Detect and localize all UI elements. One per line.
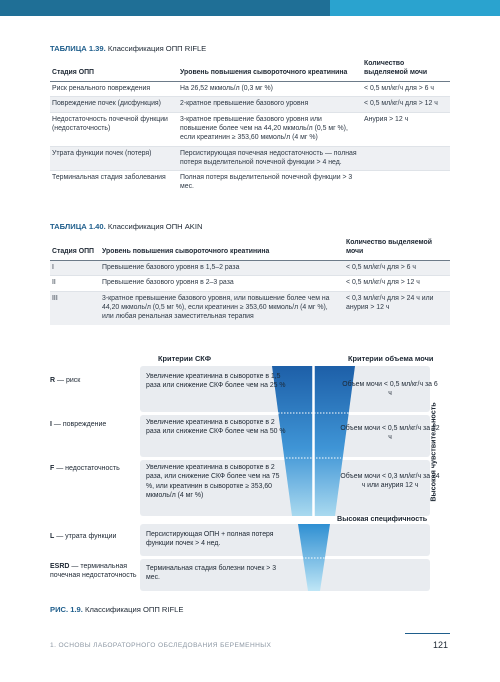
table-cell: < 0,5 мл/кг/ч для > 12 ч (362, 97, 450, 113)
table-139-header-creatinine: Уровень повышения сывороточного креатинина (178, 57, 362, 81)
table-cell: < 0,5 мл/кг/ч для > 6 ч (344, 260, 450, 276)
table-cell: Недостаточность почечной функции (недостаточность) (50, 113, 178, 146)
table-cell: II (50, 276, 100, 292)
table-cell: 3-кратное превышение базового уровня, или повышение более чем на 44,20 мкмоль/л (0,5 мг %), если креатинин ≥ 353,60 мкмоль/л (4 мг %), или любая ренальная заместительная терапия (100, 292, 344, 325)
table-cell: Терминальная стадия заболевания (52, 174, 166, 182)
stage-r-urine: Объем мочи < 0,5 мл/кг/ч за 6 ч (342, 381, 438, 398)
stage-esrd-criteria: Терминальная стадия болезни почек > 3 мес. (146, 565, 277, 582)
gfr-criteria-header: Критерии СКФ (158, 354, 212, 363)
stage-esrd-label (50, 562, 138, 581)
top-color-bar (0, 0, 500, 16)
table-140 (50, 236, 450, 325)
table-cell: 2-кратное превышение базового уровня (178, 97, 362, 113)
table-row (50, 97, 450, 113)
table-139 (50, 57, 450, 195)
stage-esrd-abbr: ESRD (50, 563, 70, 570)
table-140-number: ТАБЛИЦА 1.40. (50, 222, 106, 231)
stage-l-criteria: Персистирующая ОПН + полная потеря функции почек > 4 нед. (146, 531, 274, 548)
table-139-number: ТАБЛИЦА 1.39. (50, 44, 106, 53)
stage-i-abbr: I (50, 421, 52, 428)
table-cell: Полная потеря выделительной почечной функции > 3 мес. (180, 174, 353, 191)
footer-rule (405, 633, 450, 634)
stage-l-abbr: L (50, 533, 55, 540)
table-140-header-row (50, 236, 450, 260)
table-row (50, 276, 450, 292)
rifle-figure (50, 352, 450, 597)
table-row (50, 113, 450, 146)
page-number: 121 (433, 640, 449, 650)
figure-number: РИС. 1.9. (50, 605, 83, 614)
figure-title: Классификация ОПП RIFLE (85, 605, 184, 614)
footer-chapter: 1. ОСНОВЫ ЛАБОРАТОРНОГО ОБСЛЕДОВАНИЯ БЕРЕМЕННЫХ (50, 642, 272, 649)
table-139-title: Классификация ОПП RIFLE (107, 44, 207, 53)
stage-f-abbr: F (50, 465, 55, 472)
table-cell (362, 146, 450, 171)
table-cell: Утрата функции почек (потеря) (50, 146, 178, 171)
table-cell: III (50, 292, 100, 325)
table-cell: На 26,52 мкмоль/л (0,3 мг %) (178, 81, 362, 97)
stage-f-name: — недостаточность (56, 465, 120, 472)
table-cell: Превышение базового уровня в 2–3 раза (100, 276, 344, 292)
urine-criteria-header: Критерии объема мочи (348, 354, 434, 363)
table-cell: Персистирующая почечная недостаточность — полная потеря выделительной почечной функции > 4 нед. (178, 146, 362, 171)
stage-f-criteria: Увеличение креатинина в сыворотке в 2 раза, или снижение СКФ более чем на 75 %, или креатинин в сыворотке ≥ 353,60 мкмоль/л (4 мг %) (146, 464, 280, 499)
table-row (50, 292, 450, 325)
stage-r-label (50, 376, 80, 385)
table-cell (362, 171, 450, 195)
high-sensitivity-label: Высокая чувствительность (428, 402, 438, 502)
table-139-header-urine: Количество выделяемой мочи (362, 57, 450, 81)
table-row (50, 260, 450, 276)
stage-i-urine: Объем мочи < 0,5 мл/кг/ч за 12 ч (340, 425, 440, 442)
table-140-header-urine: Количество выделяемой мочи (344, 236, 450, 260)
stage-i-name: — повреждение (53, 421, 107, 428)
table-row (50, 146, 450, 171)
table-row (50, 81, 450, 97)
table-cell: Риск ренального повреждения (50, 81, 178, 97)
stage-l-label (50, 532, 116, 541)
table-cell: < 0,3 мл/кг/ч для > 24 ч или анурия > 12 ч (344, 292, 450, 325)
stage-r-criteria: Увеличение креатинина в сыворотке в 1,5 раза или снижение СКФ более чем на 25 % (146, 373, 286, 390)
stage-esrd-name: — терминальная почечная недостаточность (50, 563, 137, 580)
table-cell: I (50, 260, 100, 276)
table-row (50, 171, 450, 195)
table-cell: < 0,5 мл/кг/ч для > 12 ч (344, 276, 450, 292)
stage-f-urine: Объем мочи < 0,3 мл/кг/ч за 24 ч или анурия 12 ч (340, 473, 440, 490)
table-cell: Анурия > 12 ч (362, 113, 450, 146)
table-140-header-stage: Стадия ОПП (50, 236, 100, 260)
stage-r-name: — риск (57, 377, 81, 384)
stage-f-label (50, 464, 120, 473)
stage-r-abbr: R (50, 377, 56, 384)
stage-i-label (50, 420, 106, 429)
table-140-caption (50, 222, 202, 231)
table-140-title: Классификация ОПН AKIN (107, 222, 203, 231)
table-140-header-creatinine: Уровень повышения сывороточного креатинина (100, 236, 344, 260)
table-139-header-row (50, 57, 450, 81)
table-cell: Повреждение почек (дисфункция) (50, 97, 178, 113)
table-139-caption (50, 44, 206, 53)
figure-caption (50, 605, 183, 614)
table-139-header-stage: Стадия ОПП (50, 57, 178, 81)
table-cell: 3-кратное превышение базового уровня или повышение более чем на 44,20 мкмоль/л (0,5 мг %), если креатинин ≥ 353,60 мкмоль/л (4 мг %) (178, 113, 362, 146)
table-cell: Превышение базового уровня в 1,5–2 раза (100, 260, 344, 276)
stage-i-criteria: Увеличение креатинина в сыворотке в 2 раза или снижение СКФ более чем на 50 % (146, 419, 286, 436)
stage-l-name: — утрата функции (56, 533, 117, 540)
table-cell: < 0,5 мл/кг/ч для > 6 ч (362, 81, 450, 97)
top-color-stripe (330, 0, 500, 16)
high-specificity-label: Высокая специфичность (337, 514, 428, 523)
